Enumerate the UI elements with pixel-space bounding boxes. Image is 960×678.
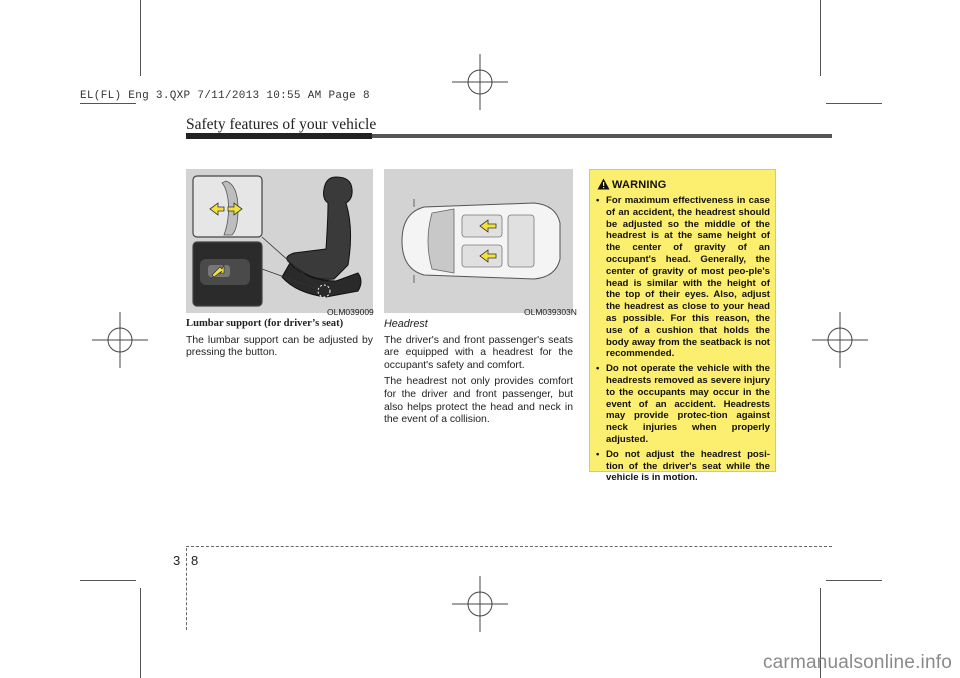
warning-box: [589, 169, 776, 484]
warning-item: • Do not operate the vehicle with the headrests removed as severe injury to the occupants may occur in the event of an accident. Headrests may provide protec-tion against neck injuries when properly adjusted.: [596, 363, 770, 446]
headrest-body-1: The driver's and front passenger's seats are equipped with a headrest for the occupant's safety and comfort.: [384, 334, 573, 371]
headrest-body-2: The headrest not only provides comfort for the driver and front passenger, but also helps protect the head and neck in the event of a collision.: [384, 376, 573, 426]
figure-car-headrest: [384, 169, 573, 313]
section-number: 3: [173, 553, 181, 568]
warning-triangle-icon: [597, 178, 610, 190]
crop-mark: [140, 0, 141, 76]
crop-mark: [80, 103, 136, 104]
seat-illustration: [186, 169, 373, 313]
registration-mark-right: [812, 312, 868, 368]
warning-item: • Do not adjust the headrest posi-tion of the driver's seat while the vehicle is in motion.: [596, 449, 770, 484]
registration-mark-bottom: [452, 576, 508, 632]
figure-code-seat: OLM039009: [327, 307, 374, 317]
crop-mark: [140, 588, 141, 678]
registration-mark-left: [92, 312, 148, 368]
crop-mark: [826, 103, 882, 104]
figure-seat-lumbar: [186, 169, 373, 313]
warning-list: [596, 195, 770, 487]
header-rule-accent: [186, 133, 372, 139]
figure-code-car: OLM039303N: [524, 307, 577, 317]
car-top-view-illustration: [384, 169, 573, 313]
print-slug: EL(FL) Eng 3.QXP 7/11/2013 10:55 AM Page 8: [80, 90, 370, 102]
headrest-section: [384, 318, 573, 431]
headrest-caption: Headrest: [384, 318, 428, 330]
crop-mark: [826, 580, 882, 581]
lumbar-caption: Lumbar support (for driver’s seat): [186, 318, 344, 329]
footer-rule: [186, 546, 832, 547]
crop-mark: [80, 580, 136, 581]
footer-separator: [186, 548, 187, 630]
page-number: 8: [191, 553, 199, 568]
crop-mark: [820, 0, 821, 76]
warning-title: WARNING: [612, 179, 667, 191]
lumbar-body: The lumbar support can be adjusted by pressing the button.: [186, 334, 373, 359]
watermark[interactable]: carmanualsonline.info: [762, 652, 952, 673]
page-header-title: Safety features of your vehicle: [186, 116, 377, 133]
lumbar-section: [186, 318, 373, 364]
warning-item: • For maximum effectiveness in case of an accident, the headrest should be adjusted so the middle of the headrest is at the same height of the center of gravity of an occupant's head. Generally, the center of gravity of most peo-ple's head is similar with the height of the top of their eyes. Also, adjust the headrest as close to your head as possible. For this reason, the use of a cushion that holds the body away from the seatback is not recommended.: [596, 195, 770, 360]
registration-mark-top: [452, 54, 508, 110]
